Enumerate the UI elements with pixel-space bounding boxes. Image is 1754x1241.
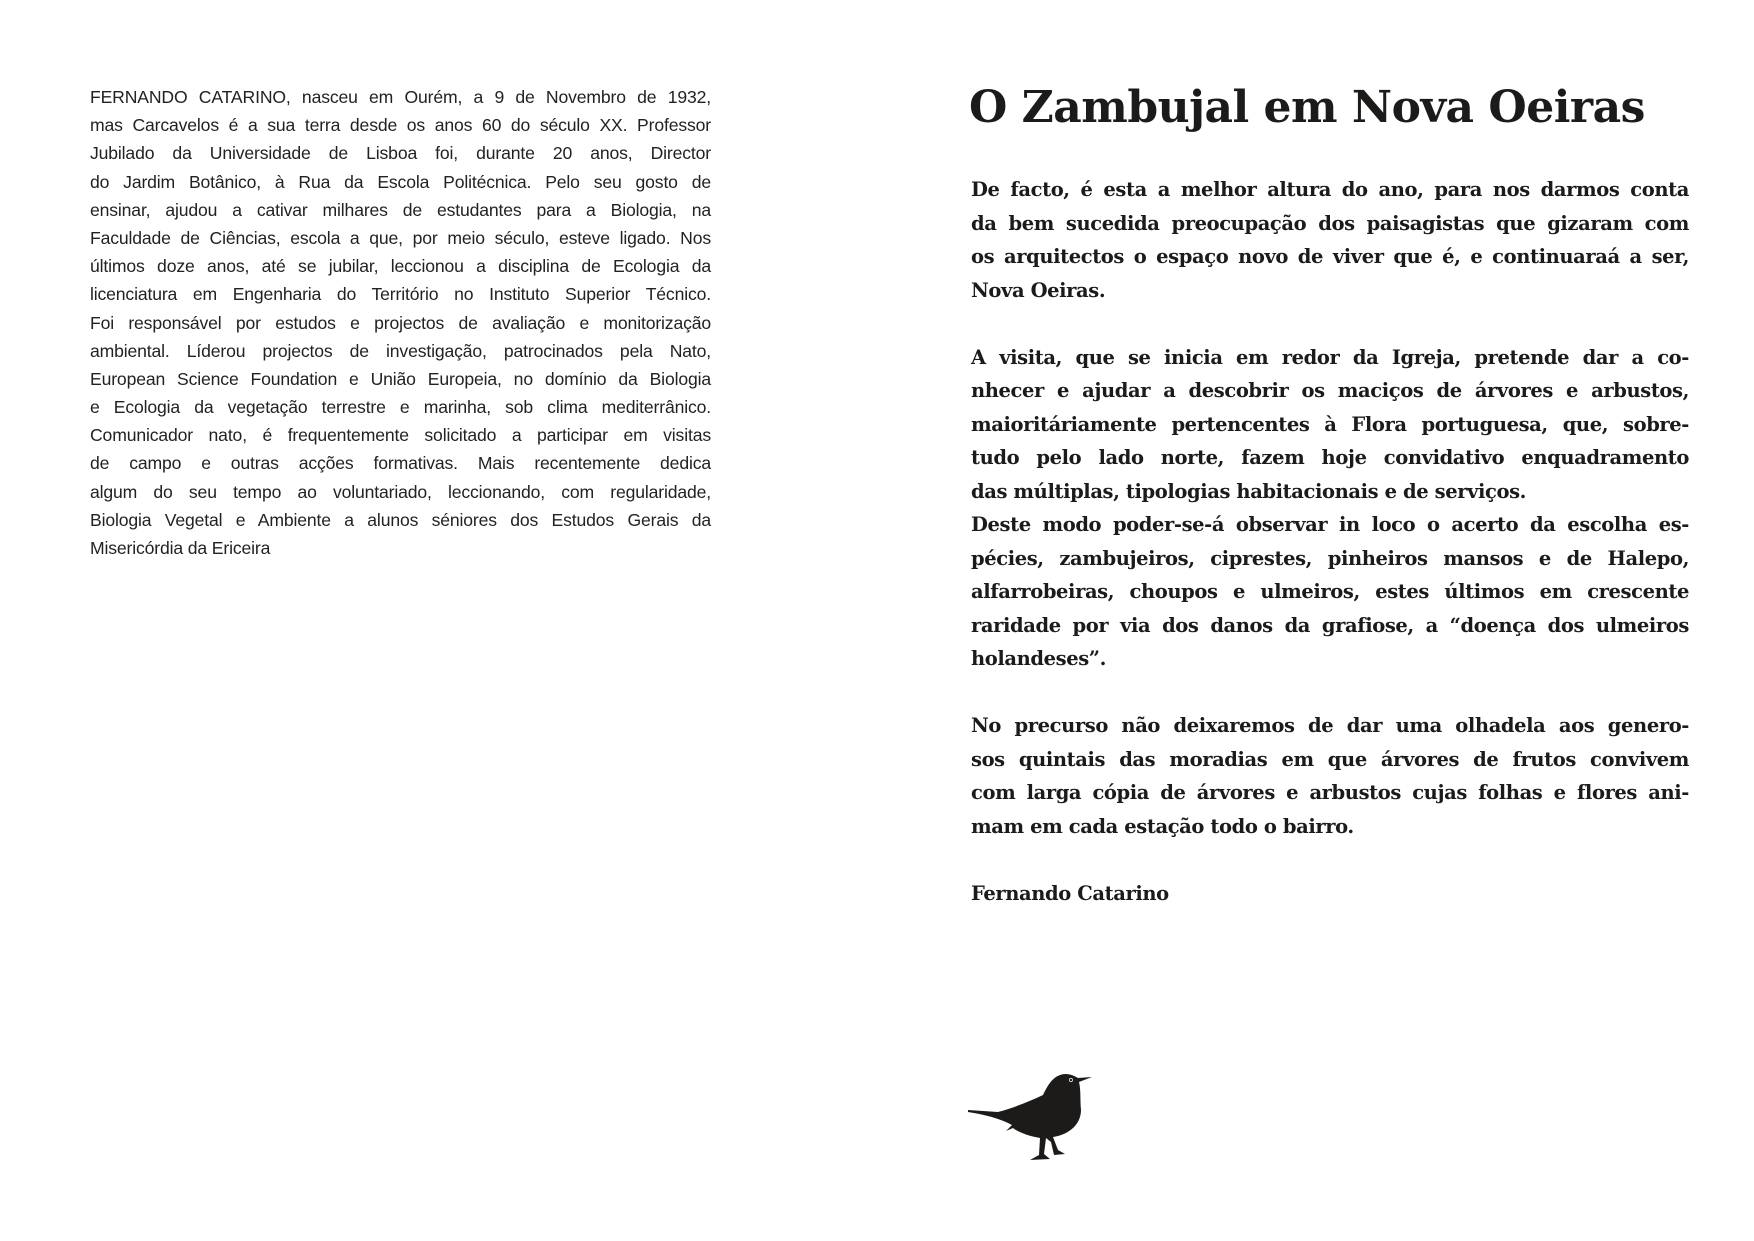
article-line: mam em cada estação todo o bairro. xyxy=(971,814,1354,838)
blackbird-icon xyxy=(968,1070,1093,1165)
bio-line: últimos doze anos, até se jubilar, leccionou a disciplina de Ecologia da xyxy=(90,256,711,277)
article-line: maioritáriamente pertencentes à Flora portuguesa, que, sobre- xyxy=(971,412,1689,436)
bio-line: FERNANDO CATARINO, nasceu em Ourém, a 9 de Novembro de 1932, xyxy=(90,87,711,107)
bio-line: e Ecologia da vegetação terrestre e marinha, sob clima mediterrânico. xyxy=(90,397,711,418)
bio-line: Comunicador nato, é frequentemente solicitado a participar em visitas xyxy=(90,425,711,446)
bio-line: European Science Foundation e União Europeia, no domínio da Biologia xyxy=(90,368,711,389)
article-line: Deste modo poder-se-á observar in loco o acerto da escolha es- xyxy=(971,513,1689,536)
bio-line: licenciatura em Engenharia do Território no Instituto Superior Técnico. xyxy=(90,284,711,305)
article-line: Fernando Catarino xyxy=(971,881,1169,905)
article-line: holandeses”. xyxy=(971,647,1107,670)
article-line: alfarrobeiras, choupos e ulmeiros, estes últimos em crescente xyxy=(971,580,1689,603)
article-body xyxy=(971,173,1689,910)
bio-line: Biologia Vegetal e Ambiente a alunos séniores dos Estudos Gerais da xyxy=(90,509,711,530)
article-line: De facto, é esta a melhor altura do ano, para nos darmos conta xyxy=(971,178,1689,201)
article-line: da bem sucedida preocupação dos paisagistas que gizaram com xyxy=(971,211,1689,235)
bio-line: ambiental. Líderou projectos de investigação, patrocinados pela Nato, xyxy=(90,340,711,361)
blank-line xyxy=(971,307,1689,341)
bio-line: Faculdade de Ciências, escola a que, por meio século, esteve ligado. Nos xyxy=(90,227,711,248)
bio-line: mas Carcavelos é a sua terra desde os anos 60 do século XX. Professor xyxy=(90,115,711,136)
article-line: pécies, zambujeiros, ciprestes, pinheiros mansos e de Halepo, xyxy=(971,546,1689,570)
article-line: os arquitectos o espaço novo de viver que é, e continuaraá a ser, xyxy=(971,245,1689,268)
article-line: nhecer e ajudar a descobrir os maciços de árvores e arbustos, xyxy=(971,379,1689,402)
bio-line: de campo e outras acções formativas. Mais recentemente dedica xyxy=(90,453,711,474)
article-line: A visita, que se inicia em redor da Igreja, pretende dar a co- xyxy=(971,345,1689,369)
blank-line xyxy=(971,676,1689,710)
bio-line: algum do seu tempo ao voluntariado, leccionando, com regularidade, xyxy=(90,481,711,502)
bio-line: ensinar, ajudou a cativar milhares de estudantes para a Biologia, na xyxy=(90,199,711,220)
bio-line: Jubilado da Universidade de Lisboa foi, durante 20 anos, Director xyxy=(90,143,711,164)
article-line: com larga cópia de árvores e arbustos cujas folhas e flores ani- xyxy=(971,781,1689,804)
bio-line: do Jardim Botânico, à Rua da Escola Politécnica. Pelo seu gosto de xyxy=(90,171,711,192)
article-title: O Zambujal em Nova Oeiras xyxy=(969,82,1645,133)
article-line: Nova Oeiras. xyxy=(971,278,1106,302)
article-line: das múltiplas, tipologias habitacionais e de serviços. xyxy=(971,479,1527,503)
article-line: raridade por via dos danos da grafiose, a “doença dos ulmeiros xyxy=(971,613,1689,637)
article-line: No precurso não deixaremos de dar uma olhadela aos genero- xyxy=(971,714,1689,737)
author-biography xyxy=(90,83,711,562)
bio-line: Misericórdia da Ericeira xyxy=(90,538,271,558)
article-line: tudo pelo lado norte, fazem hoje convidativo enquadramento xyxy=(971,446,1689,469)
bio-line: Foi responsável por estudos e projectos de avaliação e monitorização xyxy=(90,312,711,333)
article-line: sos quintais das moradias em que árvores de frutos convivem xyxy=(971,747,1689,771)
blank-line xyxy=(971,843,1689,877)
